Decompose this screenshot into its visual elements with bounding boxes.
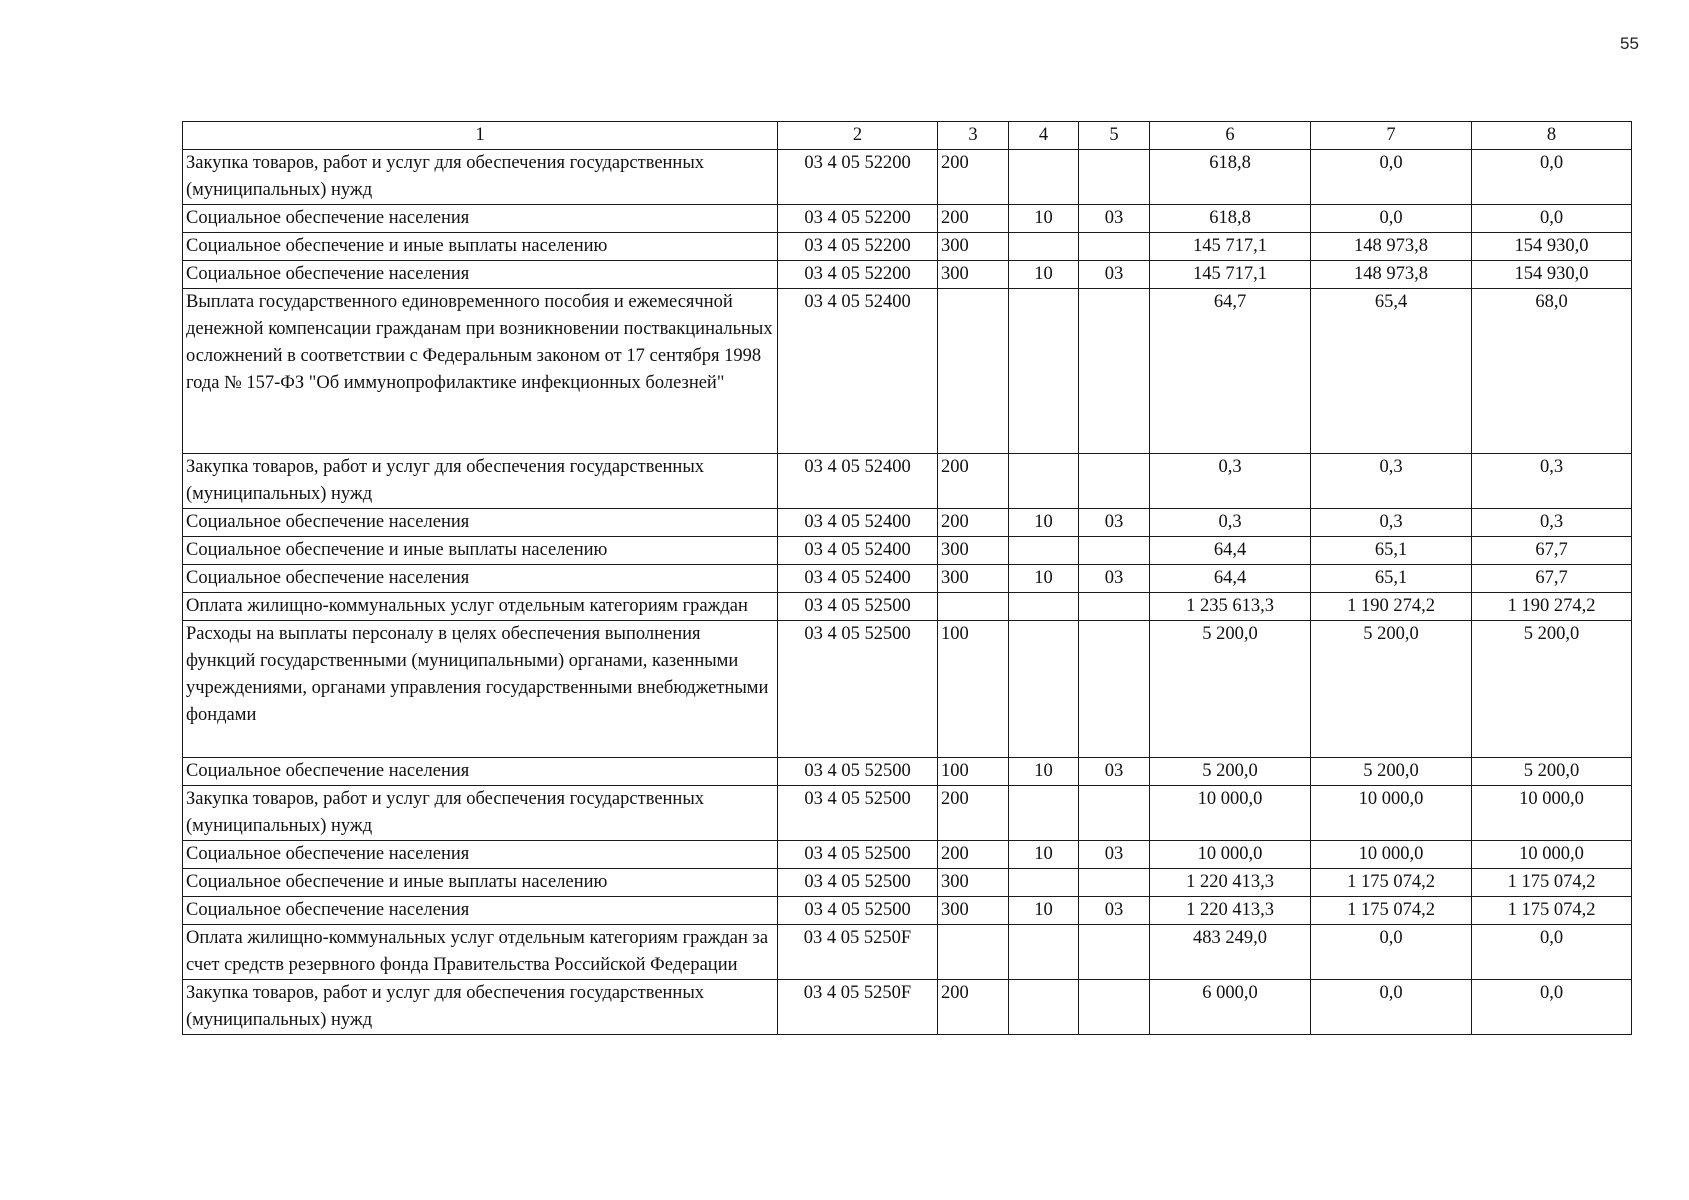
table-body	[183, 150, 1632, 1035]
cell-amount-col8: 67,7	[1472, 565, 1632, 593]
cell-expense-type: 100	[938, 758, 1009, 786]
cell-amount-col8: 0,0	[1472, 150, 1632, 205]
cell-subsection: 03	[1079, 758, 1150, 786]
table-row	[183, 786, 1632, 841]
cell-section	[1009, 454, 1079, 509]
cell-section	[1009, 289, 1079, 454]
cell-expense-type: 200	[938, 841, 1009, 869]
cell-amount-col7: 1 175 074,2	[1311, 869, 1472, 897]
cell-subsection: 03	[1079, 897, 1150, 925]
cell-amount-col6: 5 200,0	[1150, 621, 1311, 758]
cell-amount-col8: 68,0	[1472, 289, 1632, 454]
column-header-6: 6	[1150, 122, 1311, 150]
table-row	[183, 150, 1632, 205]
page-number: 55	[1620, 34, 1639, 53]
table-row	[183, 593, 1632, 621]
column-header-8: 8	[1472, 122, 1632, 150]
cell-target-article: 03 4 05 52500	[778, 841, 938, 869]
cell-name: Выплата государственного единовременного пособия и ежемесячной денежной компенсации гражданам при возникновении поствакцинальных осложнений в соответствии с Федеральным законом от 17 сентября 1998 года № 157-ФЗ "Об иммунопрофилактике инфекционных болезней"	[183, 289, 778, 454]
cell-amount-col7: 65,1	[1311, 537, 1472, 565]
cell-amount-col7: 65,1	[1311, 565, 1472, 593]
cell-amount-col7: 1 190 274,2	[1311, 593, 1472, 621]
cell-amount-col6: 1 220 413,3	[1150, 869, 1311, 897]
cell-target-article: 03 4 05 5250F	[778, 925, 938, 980]
cell-subsection	[1079, 980, 1150, 1035]
cell-subsection: 03	[1079, 261, 1150, 289]
cell-amount-col8: 10 000,0	[1472, 786, 1632, 841]
cell-target-article: 03 4 05 52400	[778, 509, 938, 537]
cell-name: Социальное обеспечение и иные выплаты населению	[183, 537, 778, 565]
cell-subsection	[1079, 786, 1150, 841]
cell-amount-col7: 0,0	[1311, 980, 1472, 1035]
cell-amount-col8: 0,0	[1472, 925, 1632, 980]
cell-amount-col6: 145 717,1	[1150, 233, 1311, 261]
column-header-4: 4	[1009, 122, 1079, 150]
cell-amount-col7: 148 973,8	[1311, 261, 1472, 289]
cell-subsection: 03	[1079, 205, 1150, 233]
cell-amount-col6: 10 000,0	[1150, 786, 1311, 841]
cell-amount-col6: 5 200,0	[1150, 758, 1311, 786]
table-row	[183, 233, 1632, 261]
cell-target-article: 03 4 05 52400	[778, 454, 938, 509]
cell-expense-type: 300	[938, 869, 1009, 897]
cell-amount-col7: 0,3	[1311, 454, 1472, 509]
table-header	[183, 122, 1632, 150]
cell-amount-col8: 0,3	[1472, 454, 1632, 509]
budget-table	[182, 121, 1632, 1035]
cell-amount-col7: 5 200,0	[1311, 621, 1472, 758]
cell-section	[1009, 869, 1079, 897]
column-header-2: 2	[778, 122, 938, 150]
cell-amount-col8: 5 200,0	[1472, 621, 1632, 758]
cell-section: 10	[1009, 205, 1079, 233]
cell-name: Социальное обеспечение населения	[183, 261, 778, 289]
cell-amount-col7: 0,0	[1311, 925, 1472, 980]
cell-subsection	[1079, 289, 1150, 454]
cell-subsection: 03	[1079, 565, 1150, 593]
cell-target-article: 03 4 05 52500	[778, 593, 938, 621]
cell-subsection: 03	[1079, 841, 1150, 869]
cell-amount-col7: 148 973,8	[1311, 233, 1472, 261]
cell-name: Закупка товаров, работ и услуг для обеспечения государственных (муниципальных) нужд	[183, 454, 778, 509]
column-header-1: 1	[183, 122, 778, 150]
cell-name: Социальное обеспечение и иные выплаты населению	[183, 233, 778, 261]
table-row	[183, 897, 1632, 925]
cell-target-article: 03 4 05 52200	[778, 150, 938, 205]
cell-amount-col8: 1 190 274,2	[1472, 593, 1632, 621]
cell-expense-type	[938, 925, 1009, 980]
cell-expense-type: 200	[938, 205, 1009, 233]
cell-name: Социальное обеспечение населения	[183, 509, 778, 537]
cell-name: Расходы на выплаты персоналу в целях обеспечения выполнения функций государственными (муниципальными) органами, казенными учреждениями, органами управления государственными внебюджетными фондами	[183, 621, 778, 758]
cell-name: Закупка товаров, работ и услуг для обеспечения государственных (муниципальных) нужд	[183, 786, 778, 841]
cell-amount-col7: 0,0	[1311, 150, 1472, 205]
cell-amount-col6: 64,7	[1150, 289, 1311, 454]
cell-amount-col7: 0,3	[1311, 509, 1472, 537]
cell-section	[1009, 537, 1079, 565]
cell-expense-type: 200	[938, 454, 1009, 509]
cell-amount-col7: 10 000,0	[1311, 786, 1472, 841]
cell-section: 10	[1009, 758, 1079, 786]
cell-section	[1009, 233, 1079, 261]
cell-section	[1009, 150, 1079, 205]
cell-amount-col8: 1 175 074,2	[1472, 897, 1632, 925]
cell-amount-col8: 154 930,0	[1472, 261, 1632, 289]
cell-expense-type: 300	[938, 233, 1009, 261]
cell-subsection	[1079, 593, 1150, 621]
table-row	[183, 261, 1632, 289]
cell-target-article: 03 4 05 52500	[778, 786, 938, 841]
cell-amount-col6: 483 249,0	[1150, 925, 1311, 980]
cell-expense-type: 200	[938, 150, 1009, 205]
cell-name: Социальное обеспечение населения	[183, 205, 778, 233]
cell-name: Социальное обеспечение и иные выплаты населению	[183, 869, 778, 897]
cell-target-article: 03 4 05 52500	[778, 869, 938, 897]
column-header-7: 7	[1311, 122, 1472, 150]
table-row	[183, 758, 1632, 786]
table-row	[183, 205, 1632, 233]
table-row	[183, 537, 1632, 565]
cell-amount-col7: 1 175 074,2	[1311, 897, 1472, 925]
table-row	[183, 289, 1632, 454]
cell-amount-col8: 0,3	[1472, 509, 1632, 537]
cell-amount-col7: 65,4	[1311, 289, 1472, 454]
cell-amount-col6: 0,3	[1150, 509, 1311, 537]
cell-amount-col6: 64,4	[1150, 537, 1311, 565]
cell-target-article: 03 4 05 5250F	[778, 980, 938, 1035]
cell-amount-col6: 6 000,0	[1150, 980, 1311, 1035]
cell-amount-col6: 618,8	[1150, 205, 1311, 233]
cell-name: Закупка товаров, работ и услуг для обеспечения государственных (муниципальных) нужд	[183, 980, 778, 1035]
cell-subsection	[1079, 925, 1150, 980]
cell-target-article: 03 4 05 52400	[778, 289, 938, 454]
cell-name: Закупка товаров, работ и услуг для обеспечения государственных (муниципальных) нужд	[183, 150, 778, 205]
cell-name: Социальное обеспечение населения	[183, 897, 778, 925]
table-row	[183, 869, 1632, 897]
cell-subsection	[1079, 454, 1150, 509]
cell-target-article: 03 4 05 52500	[778, 621, 938, 758]
cell-section	[1009, 980, 1079, 1035]
cell-section: 10	[1009, 897, 1079, 925]
cell-amount-col6: 1 235 613,3	[1150, 593, 1311, 621]
cell-expense-type: 200	[938, 980, 1009, 1035]
cell-expense-type	[938, 593, 1009, 621]
cell-expense-type: 300	[938, 897, 1009, 925]
column-header-5: 5	[1079, 122, 1150, 150]
cell-target-article: 03 4 05 52200	[778, 205, 938, 233]
table-row	[183, 621, 1632, 758]
table-row	[183, 980, 1632, 1035]
cell-amount-col8: 0,0	[1472, 205, 1632, 233]
cell-amount-col8: 10 000,0	[1472, 841, 1632, 869]
cell-section: 10	[1009, 261, 1079, 289]
table-row	[183, 565, 1632, 593]
cell-amount-col6: 618,8	[1150, 150, 1311, 205]
cell-expense-type: 200	[938, 786, 1009, 841]
cell-amount-col6: 64,4	[1150, 565, 1311, 593]
cell-section: 10	[1009, 841, 1079, 869]
cell-amount-col8: 5 200,0	[1472, 758, 1632, 786]
cell-subsection: 03	[1079, 509, 1150, 537]
cell-expense-type: 100	[938, 621, 1009, 758]
table-row	[183, 925, 1632, 980]
cell-name: Оплата жилищно-коммунальных услуг отдельным категориям граждан за счет средств резервного фонда Правительства Российской Федерации	[183, 925, 778, 980]
cell-amount-col7: 0,0	[1311, 205, 1472, 233]
table-row	[183, 454, 1632, 509]
cell-amount-col7: 5 200,0	[1311, 758, 1472, 786]
cell-expense-type	[938, 289, 1009, 454]
cell-name: Оплата жилищно-коммунальных услуг отдельным категориям граждан	[183, 593, 778, 621]
cell-section	[1009, 621, 1079, 758]
cell-expense-type: 300	[938, 537, 1009, 565]
cell-section	[1009, 593, 1079, 621]
cell-target-article: 03 4 05 52400	[778, 565, 938, 593]
cell-target-article: 03 4 05 52500	[778, 758, 938, 786]
cell-expense-type: 300	[938, 565, 1009, 593]
cell-amount-col8: 0,0	[1472, 980, 1632, 1035]
cell-target-article: 03 4 05 52200	[778, 261, 938, 289]
cell-section	[1009, 925, 1079, 980]
cell-subsection	[1079, 621, 1150, 758]
cell-expense-type: 300	[938, 261, 1009, 289]
cell-amount-col6: 1 220 413,3	[1150, 897, 1311, 925]
cell-amount-col8: 67,7	[1472, 537, 1632, 565]
cell-amount-col6: 145 717,1	[1150, 261, 1311, 289]
cell-subsection	[1079, 869, 1150, 897]
cell-name: Социальное обеспечение населения	[183, 758, 778, 786]
cell-subsection	[1079, 233, 1150, 261]
cell-amount-col8: 154 930,0	[1472, 233, 1632, 261]
cell-amount-col7: 10 000,0	[1311, 841, 1472, 869]
cell-name: Социальное обеспечение населения	[183, 565, 778, 593]
cell-target-article: 03 4 05 52400	[778, 537, 938, 565]
cell-amount-col6: 0,3	[1150, 454, 1311, 509]
cell-expense-type: 200	[938, 509, 1009, 537]
cell-subsection	[1079, 150, 1150, 205]
cell-amount-col6: 10 000,0	[1150, 841, 1311, 869]
cell-section: 10	[1009, 509, 1079, 537]
header-row	[183, 122, 1632, 150]
cell-section: 10	[1009, 565, 1079, 593]
cell-section	[1009, 786, 1079, 841]
table-row	[183, 841, 1632, 869]
cell-target-article: 03 4 05 52200	[778, 233, 938, 261]
cell-name: Социальное обеспечение населения	[183, 841, 778, 869]
table-row	[183, 509, 1632, 537]
cell-amount-col8: 1 175 074,2	[1472, 869, 1632, 897]
cell-target-article: 03 4 05 52500	[778, 897, 938, 925]
column-header-3: 3	[938, 122, 1009, 150]
cell-subsection	[1079, 537, 1150, 565]
